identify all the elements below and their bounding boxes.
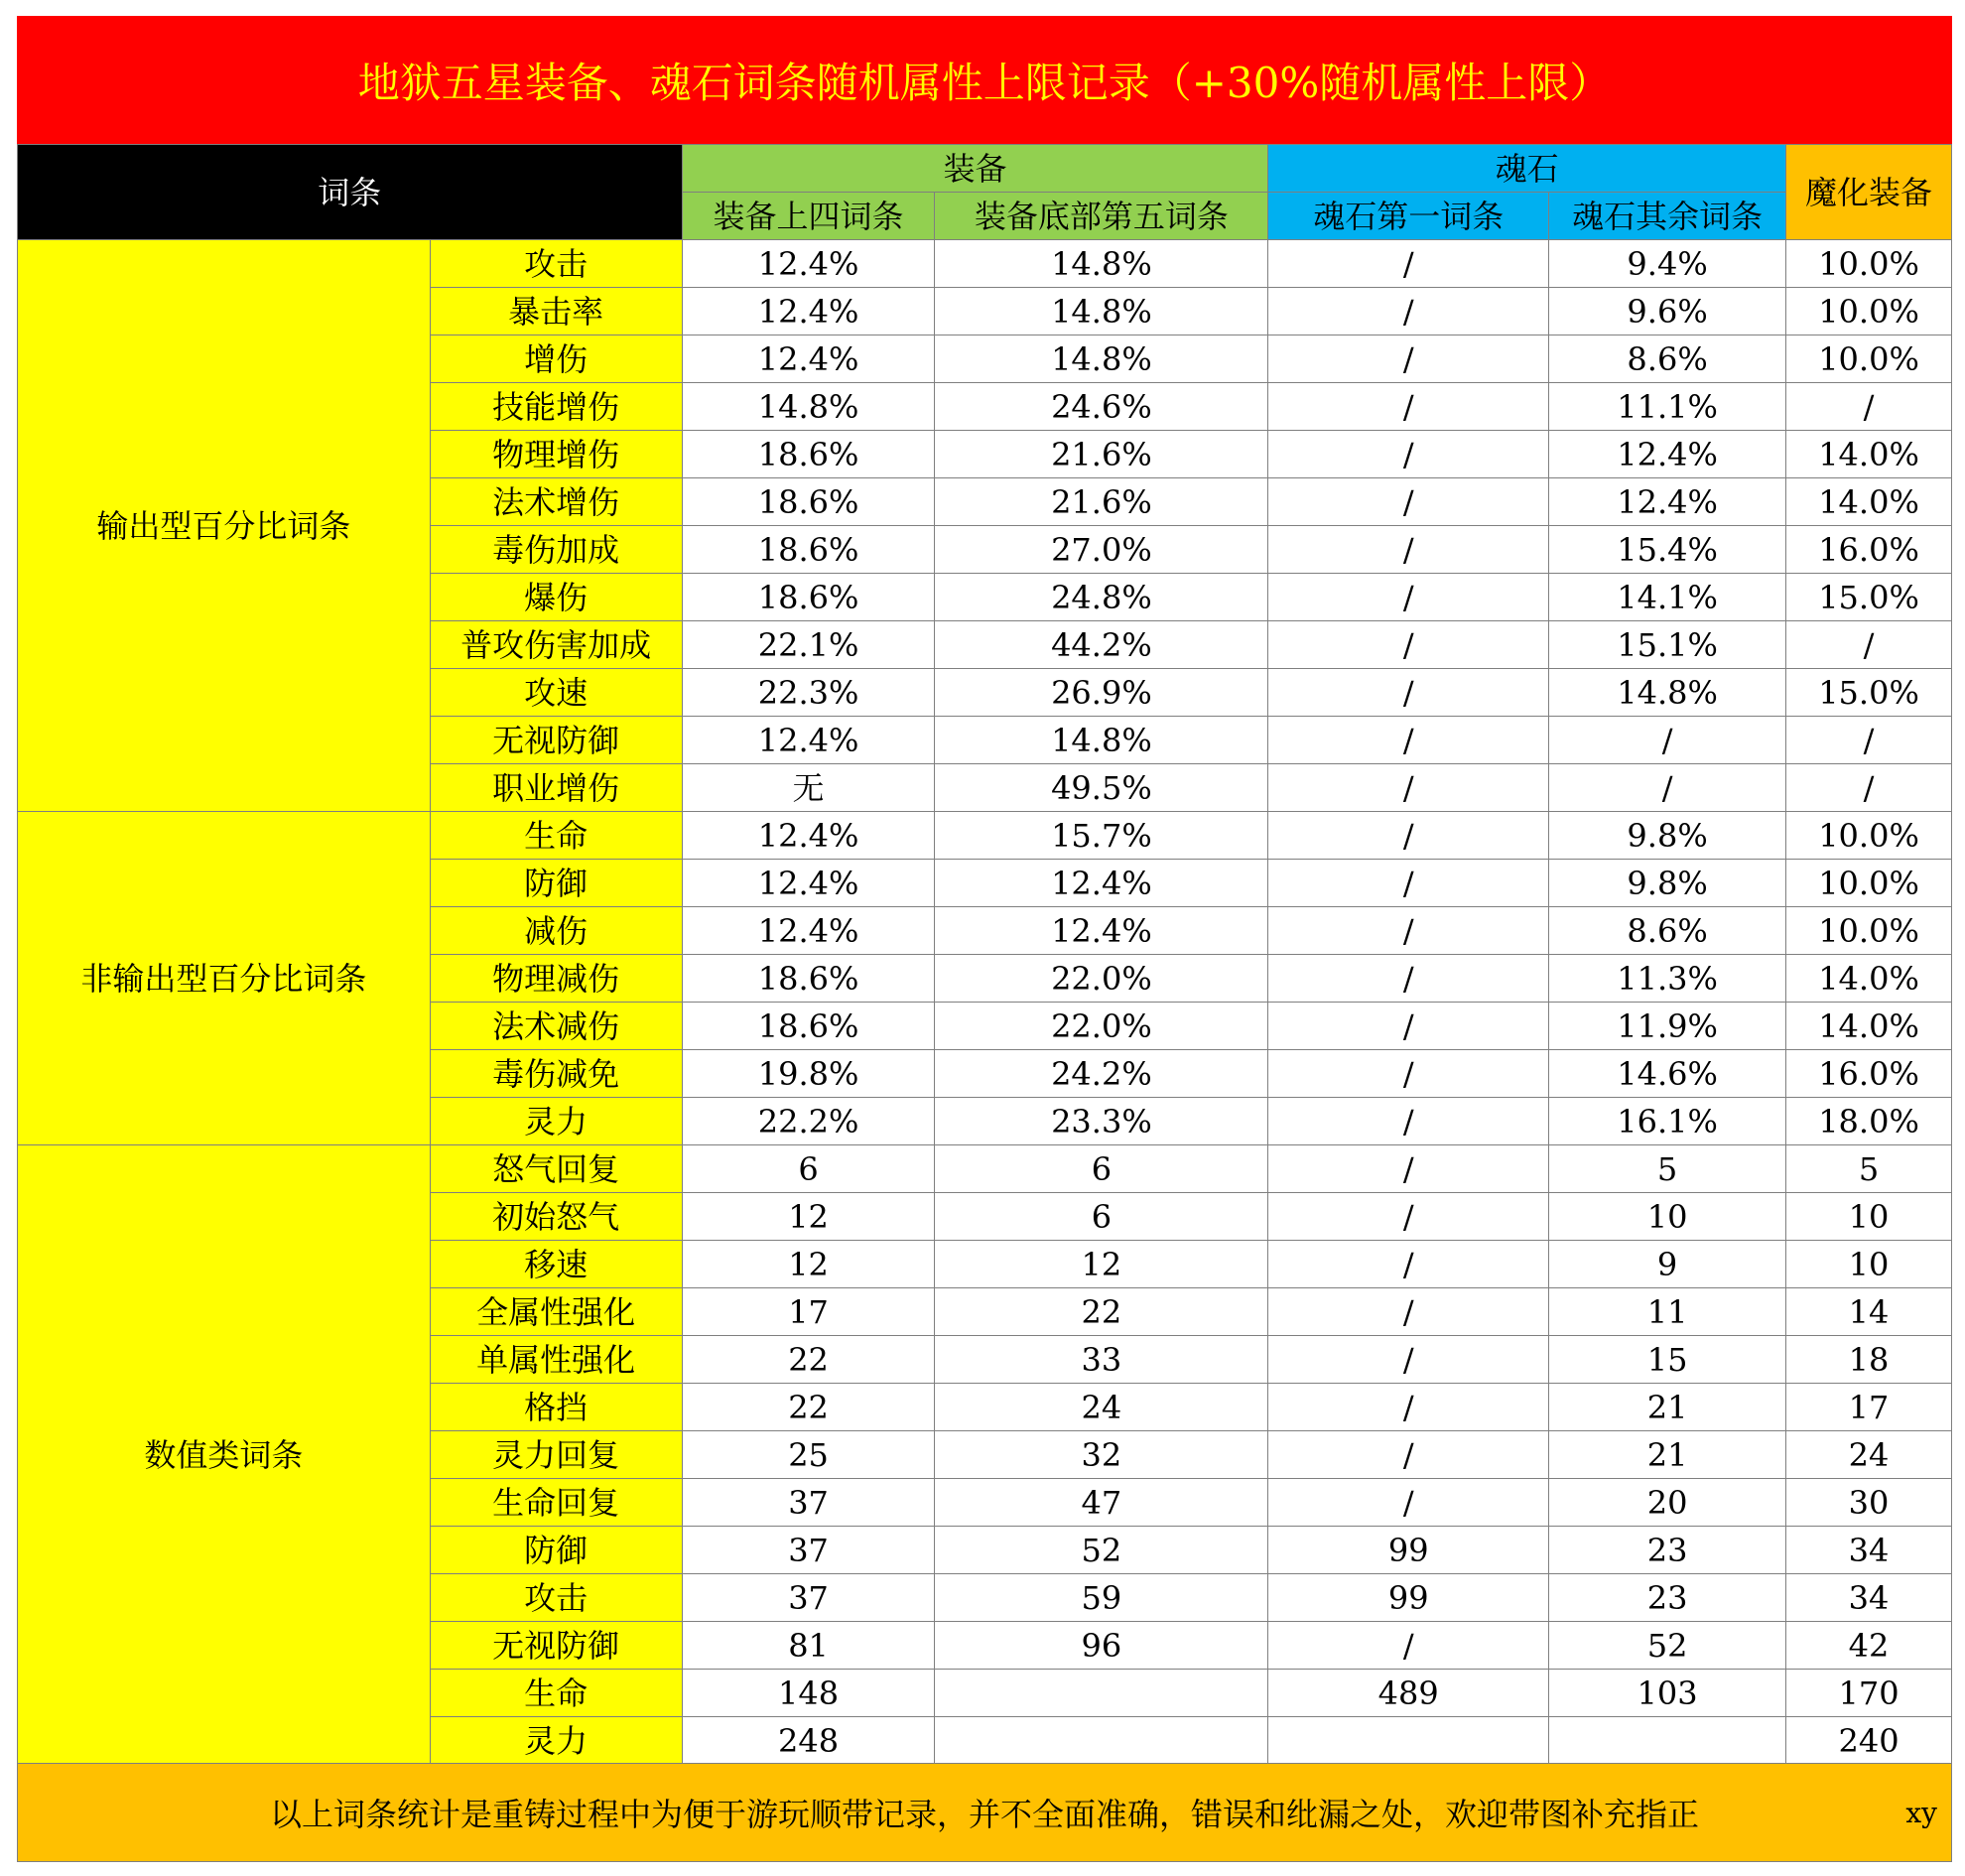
- value-soul-first: /: [1268, 574, 1549, 621]
- value-soul-rest: 15: [1549, 1336, 1786, 1384]
- value-soul-rest: 14.8%: [1549, 669, 1786, 717]
- category-label: 非输出型百分比词条: [18, 812, 431, 1145]
- value-equip-top4: 12: [682, 1193, 935, 1241]
- value-magic-equip: 34: [1786, 1574, 1952, 1622]
- value-equip-fifth: 59: [935, 1574, 1268, 1622]
- value-magic-equip: 16.0%: [1786, 526, 1952, 574]
- value-equip-fifth: 22.0%: [935, 1003, 1268, 1050]
- value-soul-rest: 15.1%: [1549, 621, 1786, 669]
- value-magic-equip: 17: [1786, 1384, 1952, 1431]
- value-soul-first: /: [1268, 764, 1549, 812]
- value-equip-fifth: 14.8%: [935, 288, 1268, 335]
- value-equip-top4: 6: [682, 1145, 935, 1193]
- value-magic-equip: 15.0%: [1786, 574, 1952, 621]
- value-equip-fifth: 24.2%: [935, 1050, 1268, 1098]
- value-equip-top4: 12.4%: [682, 860, 935, 907]
- value-soul-rest: 9: [1549, 1241, 1786, 1288]
- value-magic-equip: 10.0%: [1786, 907, 1952, 955]
- value-equip-top4: 37: [682, 1479, 935, 1527]
- value-equip-top4: 22: [682, 1384, 935, 1431]
- category-label: 输出型百分比词条: [18, 240, 431, 812]
- entry-name: 毒伤加成: [430, 526, 682, 574]
- value-equip-fifth: 14.8%: [935, 717, 1268, 764]
- value-equip-fifth: [935, 1670, 1268, 1717]
- value-soul-first: /: [1268, 1145, 1549, 1193]
- entry-name: 职业增伤: [430, 764, 682, 812]
- value-equip-fifth: 22.0%: [935, 955, 1268, 1003]
- value-equip-top4: 12.4%: [682, 240, 935, 288]
- value-soul-first: /: [1268, 1622, 1549, 1670]
- value-soul-rest: 11.3%: [1549, 955, 1786, 1003]
- entry-name: 法术增伤: [430, 478, 682, 526]
- value-soul-first: /: [1268, 1193, 1549, 1241]
- entry-name: 怒气回复: [430, 1145, 682, 1193]
- value-equip-top4: 22.2%: [682, 1098, 935, 1145]
- value-soul-first: /: [1268, 240, 1549, 288]
- entry-name: 初始怒气: [430, 1193, 682, 1241]
- value-equip-top4: 12.4%: [682, 288, 935, 335]
- value-soul-rest: 23: [1549, 1574, 1786, 1622]
- value-soul-rest: 9.4%: [1549, 240, 1786, 288]
- value-soul-rest: /: [1549, 717, 1786, 764]
- entry-name: 灵力回复: [430, 1431, 682, 1479]
- value-soul-rest: [1549, 1717, 1786, 1765]
- value-equip-fifth: 14.8%: [935, 335, 1268, 383]
- value-equip-top4: 14.8%: [682, 383, 935, 431]
- value-soul-first: /: [1268, 526, 1549, 574]
- value-magic-equip: 24: [1786, 1431, 1952, 1479]
- sheet-title: 地狱五星装备、魂石词条随机属性上限记录（+30%随机属性上限）: [17, 16, 1952, 144]
- value-magic-equip: 5: [1786, 1145, 1952, 1193]
- header-equip-fifth: 装备底部第五词条: [935, 193, 1268, 240]
- category-label: 数值类词条: [18, 1145, 431, 1765]
- value-soul-rest: 8.6%: [1549, 335, 1786, 383]
- header-soul-first: 魂石第一词条: [1268, 193, 1549, 240]
- table-row: [18, 240, 1952, 288]
- value-magic-equip: 10: [1786, 1193, 1952, 1241]
- value-magic-equip: /: [1786, 764, 1952, 812]
- value-soul-first: /: [1268, 1384, 1549, 1431]
- value-equip-top4: 17: [682, 1288, 935, 1336]
- value-equip-top4: 12.4%: [682, 717, 935, 764]
- value-equip-top4: 22: [682, 1336, 935, 1384]
- value-soul-first: 489: [1268, 1670, 1549, 1717]
- value-equip-top4: 22.1%: [682, 621, 935, 669]
- value-equip-top4: 248: [682, 1717, 935, 1765]
- entry-name: 爆伤: [430, 574, 682, 621]
- value-magic-equip: 15.0%: [1786, 669, 1952, 717]
- value-equip-top4: 25: [682, 1431, 935, 1479]
- value-magic-equip: 10.0%: [1786, 812, 1952, 860]
- value-equip-fifth: 14.8%: [935, 240, 1268, 288]
- entry-name: 物理增伤: [430, 431, 682, 478]
- attribute-table: [17, 144, 1952, 1765]
- value-soul-rest: 9.8%: [1549, 812, 1786, 860]
- value-soul-first: 99: [1268, 1574, 1549, 1622]
- value-soul-rest: 11.1%: [1549, 383, 1786, 431]
- value-magic-equip: /: [1786, 621, 1952, 669]
- value-equip-fifth: [935, 1717, 1268, 1765]
- value-equip-fifth: 26.9%: [935, 669, 1268, 717]
- value-soul-rest: 9.8%: [1549, 860, 1786, 907]
- value-equip-top4: 18.6%: [682, 431, 935, 478]
- entry-name: 技能增伤: [430, 383, 682, 431]
- entry-name: 暴击率: [430, 288, 682, 335]
- value-soul-rest: 14.6%: [1549, 1050, 1786, 1098]
- value-equip-top4: 18.6%: [682, 574, 935, 621]
- value-equip-fifth: 96: [935, 1622, 1268, 1670]
- value-soul-first: /: [1268, 812, 1549, 860]
- value-magic-equip: 14.0%: [1786, 955, 1952, 1003]
- entry-name: 减伤: [430, 907, 682, 955]
- author-signature: xy: [1905, 1796, 1937, 1829]
- entry-name: 格挡: [430, 1384, 682, 1431]
- value-equip-top4: 12.4%: [682, 812, 935, 860]
- entry-name: 无视防御: [430, 1622, 682, 1670]
- value-magic-equip: 18: [1786, 1336, 1952, 1384]
- value-soul-first: /: [1268, 1479, 1549, 1527]
- value-soul-first: /: [1268, 478, 1549, 526]
- value-magic-equip: 10.0%: [1786, 288, 1952, 335]
- entry-name: 生命回复: [430, 1479, 682, 1527]
- value-soul-rest: 23: [1549, 1527, 1786, 1574]
- footer-note-bar: [17, 1763, 1952, 1862]
- value-soul-rest: 11: [1549, 1288, 1786, 1336]
- value-equip-fifth: 32: [935, 1431, 1268, 1479]
- value-equip-fifth: 21.6%: [935, 431, 1268, 478]
- value-soul-rest: 12.4%: [1549, 478, 1786, 526]
- entry-name: 生命: [430, 1670, 682, 1717]
- table-row: [18, 812, 1952, 860]
- value-equip-fifth: 12.4%: [935, 907, 1268, 955]
- value-soul-first: /: [1268, 669, 1549, 717]
- value-magic-equip: 170: [1786, 1670, 1952, 1717]
- entry-name: 毒伤减免: [430, 1050, 682, 1098]
- value-soul-rest: 8.6%: [1549, 907, 1786, 955]
- value-equip-fifth: 22: [935, 1288, 1268, 1336]
- value-magic-equip: 42: [1786, 1622, 1952, 1670]
- value-equip-fifth: 52: [935, 1527, 1268, 1574]
- value-soul-first: /: [1268, 431, 1549, 478]
- entry-name: 法术减伤: [430, 1003, 682, 1050]
- entry-name: 单属性强化: [430, 1336, 682, 1384]
- value-magic-equip: 10.0%: [1786, 860, 1952, 907]
- entry-name: 生命: [430, 812, 682, 860]
- value-equip-top4: 12.4%: [682, 335, 935, 383]
- value-equip-fifth: 21.6%: [935, 478, 1268, 526]
- value-equip-top4: 18.6%: [682, 478, 935, 526]
- value-soul-rest: 20: [1549, 1479, 1786, 1527]
- value-equip-top4: 无: [682, 764, 935, 812]
- spreadsheet: [17, 16, 1952, 1862]
- entry-name: 灵力: [430, 1717, 682, 1765]
- value-equip-top4: 18.6%: [682, 955, 935, 1003]
- value-equip-fifth: 15.7%: [935, 812, 1268, 860]
- value-equip-fifth: 44.2%: [935, 621, 1268, 669]
- value-magic-equip: 10: [1786, 1241, 1952, 1288]
- value-equip-fifth: 12.4%: [935, 860, 1268, 907]
- entry-name: 攻击: [430, 1574, 682, 1622]
- value-soul-first: [1268, 1717, 1549, 1765]
- value-magic-equip: 14: [1786, 1288, 1952, 1336]
- value-equip-top4: 37: [682, 1527, 935, 1574]
- value-soul-first: /: [1268, 717, 1549, 764]
- value-soul-rest: 15.4%: [1549, 526, 1786, 574]
- value-soul-rest: 9.6%: [1549, 288, 1786, 335]
- value-soul-first: /: [1268, 1098, 1549, 1145]
- header-soul-group: 魂石: [1268, 145, 1786, 193]
- value-magic-equip: 14.0%: [1786, 1003, 1952, 1050]
- value-soul-rest: 21: [1549, 1384, 1786, 1431]
- header-equip-top4: 装备上四词条: [682, 193, 935, 240]
- value-equip-fifth: 12: [935, 1241, 1268, 1288]
- value-soul-rest: 11.9%: [1549, 1003, 1786, 1050]
- value-soul-first: /: [1268, 1288, 1549, 1336]
- value-soul-rest: 10: [1549, 1193, 1786, 1241]
- value-equip-fifth: 6: [935, 1145, 1268, 1193]
- value-magic-equip: 10.0%: [1786, 335, 1952, 383]
- value-magic-equip: 14.0%: [1786, 478, 1952, 526]
- value-magic-equip: 16.0%: [1786, 1050, 1952, 1098]
- value-magic-equip: 10.0%: [1786, 240, 1952, 288]
- value-soul-rest: 5: [1549, 1145, 1786, 1193]
- value-equip-fifth: 33: [935, 1336, 1268, 1384]
- entry-name: 灵力: [430, 1098, 682, 1145]
- entry-name: 物理减伤: [430, 955, 682, 1003]
- value-equip-fifth: 23.3%: [935, 1098, 1268, 1145]
- value-magic-equip: 18.0%: [1786, 1098, 1952, 1145]
- value-soul-first: /: [1268, 383, 1549, 431]
- value-equip-fifth: 27.0%: [935, 526, 1268, 574]
- value-magic-equip: 240: [1786, 1717, 1952, 1765]
- value-magic-equip: /: [1786, 383, 1952, 431]
- entry-name: 普攻伤害加成: [430, 621, 682, 669]
- header-equip-group: 装备: [682, 145, 1268, 193]
- value-soul-rest: 103: [1549, 1670, 1786, 1717]
- value-magic-equip: 34: [1786, 1527, 1952, 1574]
- value-soul-first: /: [1268, 335, 1549, 383]
- value-equip-top4: 37: [682, 1574, 935, 1622]
- value-magic-equip: 14.0%: [1786, 431, 1952, 478]
- value-equip-top4: 18.6%: [682, 526, 935, 574]
- value-equip-fifth: 47: [935, 1479, 1268, 1527]
- value-equip-fifth: 49.5%: [935, 764, 1268, 812]
- value-equip-top4: 81: [682, 1622, 935, 1670]
- value-soul-rest: 14.1%: [1549, 574, 1786, 621]
- value-equip-fifth: 24.8%: [935, 574, 1268, 621]
- value-soul-first: /: [1268, 1003, 1549, 1050]
- header-entry: 词条: [18, 145, 683, 240]
- value-soul-first: /: [1268, 907, 1549, 955]
- value-equip-top4: 12: [682, 1241, 935, 1288]
- entry-name: 防御: [430, 860, 682, 907]
- entry-name: 攻速: [430, 669, 682, 717]
- value-equip-fifth: 6: [935, 1193, 1268, 1241]
- header-magic-equip: 魔化装备: [1786, 145, 1952, 240]
- value-magic-equip: /: [1786, 717, 1952, 764]
- value-equip-top4: 19.8%: [682, 1050, 935, 1098]
- value-soul-rest: /: [1549, 764, 1786, 812]
- entry-name: 攻击: [430, 240, 682, 288]
- value-magic-equip: 30: [1786, 1479, 1952, 1527]
- value-equip-top4: 12.4%: [682, 907, 935, 955]
- value-soul-first: /: [1268, 1431, 1549, 1479]
- value-soul-first: /: [1268, 1336, 1549, 1384]
- value-soul-first: /: [1268, 955, 1549, 1003]
- value-soul-first: 99: [1268, 1527, 1549, 1574]
- value-equip-top4: 148: [682, 1670, 935, 1717]
- entry-name: 防御: [430, 1527, 682, 1574]
- value-soul-rest: 52: [1549, 1622, 1786, 1670]
- value-soul-first: /: [1268, 1050, 1549, 1098]
- value-soul-rest: 16.1%: [1549, 1098, 1786, 1145]
- value-equip-top4: 18.6%: [682, 1003, 935, 1050]
- entry-name: 无视防御: [430, 717, 682, 764]
- value-soul-first: /: [1268, 621, 1549, 669]
- value-equip-fifth: 24.6%: [935, 383, 1268, 431]
- header-soul-rest: 魂石其余词条: [1549, 193, 1786, 240]
- entry-name: 增伤: [430, 335, 682, 383]
- entry-name: 全属性强化: [430, 1288, 682, 1336]
- value-equip-fifth: 24: [935, 1384, 1268, 1431]
- value-soul-first: /: [1268, 860, 1549, 907]
- value-equip-top4: 22.3%: [682, 669, 935, 717]
- table-row: [18, 1145, 1952, 1193]
- value-soul-rest: 21: [1549, 1431, 1786, 1479]
- value-soul-first: /: [1268, 288, 1549, 335]
- value-soul-rest: 12.4%: [1549, 431, 1786, 478]
- footer-note: 以上词条统计是重铸过程中为便于游玩顺带记录，并不全面准确，错误和纰漏之处，欢迎带图补充指正: [269, 1796, 1699, 1833]
- value-soul-first: /: [1268, 1241, 1549, 1288]
- entry-name: 移速: [430, 1241, 682, 1288]
